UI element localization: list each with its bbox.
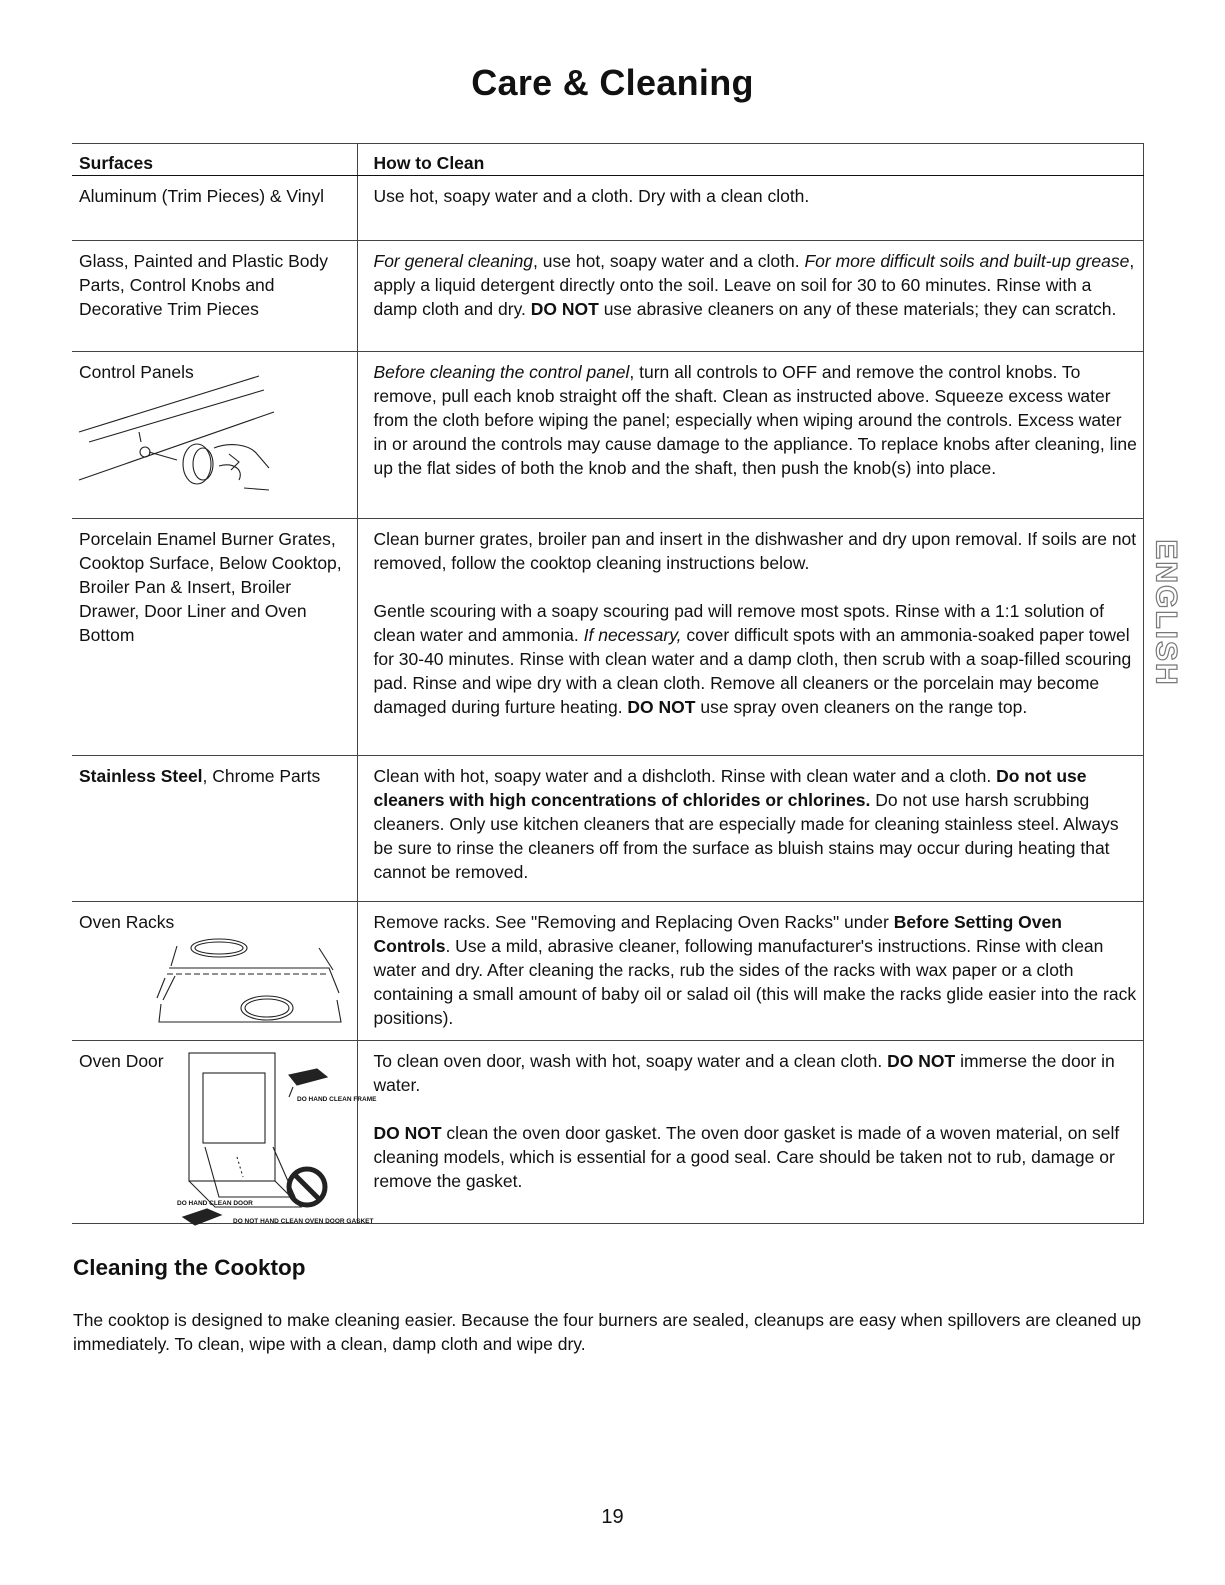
warning-text: DO NOT (373, 1123, 442, 1143)
surfaces-header: Surfaces (72, 144, 357, 176)
language-side-tab (1150, 538, 1182, 688)
illustration-label-door: DO HAND CLEAN DOOR (177, 1200, 253, 1207)
surface-cell: Glass, Painted and Plastic Body Parts, Control Knobs and Decorative Trim Pieces (72, 241, 357, 352)
surface-label: Oven Door (79, 1051, 164, 1071)
italic-text: For more difficult soils and built-up grease (804, 251, 1130, 271)
body-text: clean the oven door gasket. The oven door gasket is made of a woven material, on self cleaning models, which is essential for a good seal. Care should be taken not to rub, damage or remove the gasket. (373, 1123, 1120, 1191)
body-text: cover difficult spots with an ammonia-soaked paper towel for 30-40 minutes. Rinse with clean water and a damp cloth, then scrub with a soap-filled scouring pad. Rinse and wipe dry with a clean cloth. Remove all cleaners or the porcelain may become damaged during furture heating. (373, 625, 1132, 717)
how-to-clean-cell (357, 902, 1143, 1041)
oven-door-illustration (177, 1047, 377, 1227)
how-to-clean-cell (357, 519, 1143, 756)
how-to-clean-header: How to Clean (357, 144, 1143, 176)
surface-cell (72, 1041, 377, 1225)
page-number: 19 (601, 1506, 624, 1528)
surface-cell: Aluminum (Trim Pieces) & Vinyl (72, 176, 357, 241)
surface-cell (72, 902, 357, 1041)
how-to-clean-cell (357, 1041, 1143, 1224)
table-row (72, 176, 1143, 241)
table-header-row (72, 144, 1143, 176)
cooktop-section-heading: Cleaning the Cooktop (73, 1255, 306, 1280)
warning-text: DO NOT (530, 299, 599, 319)
side-tab-label: ENGLISH (1150, 539, 1184, 687)
body-text: , turn all controls to OFF and remove the control knobs. To remove, pull each knob straight off the shaft. Clean as instructed above. Squeeze excess water from the cloth before wiping the panel; especially when wiping around the controls. Excess water in or around the controls may cause damage to the appliance. To replace knobs after cleaning, line up the flat sides of both the knob and the shaft, then push the knob(s) into place. (373, 362, 1137, 478)
surface-label: Control Panels (79, 362, 194, 382)
how-to-clean-cell: Use hot, soapy water and a cloth. Dry with a clean cloth. (357, 176, 1143, 241)
table-row (72, 756, 1143, 902)
page-title: Care & Cleaning (471, 62, 754, 103)
oven-rack-illustration (79, 938, 349, 1028)
body-text: , use hot, soapy water and a cloth. (533, 251, 805, 271)
body-text: Remove racks. See "Removing and Replacing Oven Racks" under (373, 912, 894, 932)
body-text: Clean burner grates, broiler pan and insert in the dishwasher and dry upon removal. If soils are not removed, follow the cooktop cleaning instructions below. (373, 529, 1137, 573)
illustration-label-frame: DO HAND CLEAN FRAME (297, 1096, 377, 1103)
italic-text: For general cleaning (373, 251, 534, 271)
body-text: Gentle scouring with a soapy scouring pad will remove most spots. Rinse with a 1:1 solution of clean water and ammonia. (373, 601, 1104, 645)
warning-text: Do not use cleaners with high concentrations of chlorides or chlorines. (373, 766, 1087, 810)
body-text: use spray oven cleaners on the range top. (695, 697, 1028, 717)
warning-text: Before Setting Oven Controls (373, 912, 1062, 956)
table-row (72, 1041, 1143, 1224)
body-text: Clean with hot, soapy water and a dishcloth. Rinse with clean water and a cloth. (373, 766, 997, 786)
table-row (72, 352, 1143, 519)
how-to-clean-cell (357, 352, 1143, 519)
body-text: Do not use harsh scrubbing cleaners. Only use kitchen cleaners that are especially made for cleaning stainless steel. Always be sure to rinse the cleaners off from the surface as bluish stains may occur during heating that cannot be removed. (373, 790, 1119, 882)
surface-cell (72, 756, 357, 902)
table-row (72, 902, 1143, 1041)
body-text: . Use a mild, abrasive cleaner, following manufacturer's instructions. Rinse with clean water and dry. After cleaning the racks, rub the sides of the racks with wax paper or a cloth containing a small amount of baby oil or salad oil (this will make the racks glide easier into the rack positions). (373, 936, 1137, 1028)
surface-label: Oven Racks (79, 912, 175, 932)
warning-text: DO NOT (887, 1051, 956, 1071)
body-text: To clean oven door, wash with hot, soapy water and a clean cloth. (373, 1051, 888, 1071)
italic-text: If necessary, (583, 625, 682, 645)
how-to-clean-cell (357, 756, 1143, 902)
body-text: immerse the door in water. (373, 1051, 1115, 1095)
care-cleaning-table (72, 143, 1144, 1224)
cooktop-section-body: The cooktop is designed to make cleaning easier. Because the four burners are sealed, cleanups are easy when spillovers are cleaned up immediately. To clean, wipe with a clean, damp cloth and wipe dry. (73, 1310, 1142, 1354)
control-knob-illustration (79, 370, 289, 480)
table-row (72, 241, 1143, 352)
warning-text: DO NOT (627, 697, 696, 717)
surface-cell: Porcelain Enamel Burner Grates, Cooktop Surface, Below Cooktop, Broiler Pan & Insert, Broiler Drawer, Door Liner and Oven Bottom (72, 519, 357, 756)
italic-text: Before cleaning the control panel (373, 362, 630, 382)
how-to-clean-cell (357, 241, 1143, 352)
body-text: , apply a liquid detergent directly onto the soil. Leave on soil for 30 to 60 minutes. Rinse with a damp cloth and dry. (373, 251, 1135, 319)
table-row (72, 519, 1143, 756)
surface-label: , Chrome Parts (202, 766, 321, 786)
body-text: use abrasive cleaners on any of these materials; they can scratch. (598, 299, 1117, 319)
surface-cell (72, 352, 357, 519)
illustration-label-gasket: DO NOT HAND CLEAN OVEN DOOR GASKET (233, 1218, 374, 1225)
surface-label-bold: Stainless Steel (79, 766, 203, 786)
